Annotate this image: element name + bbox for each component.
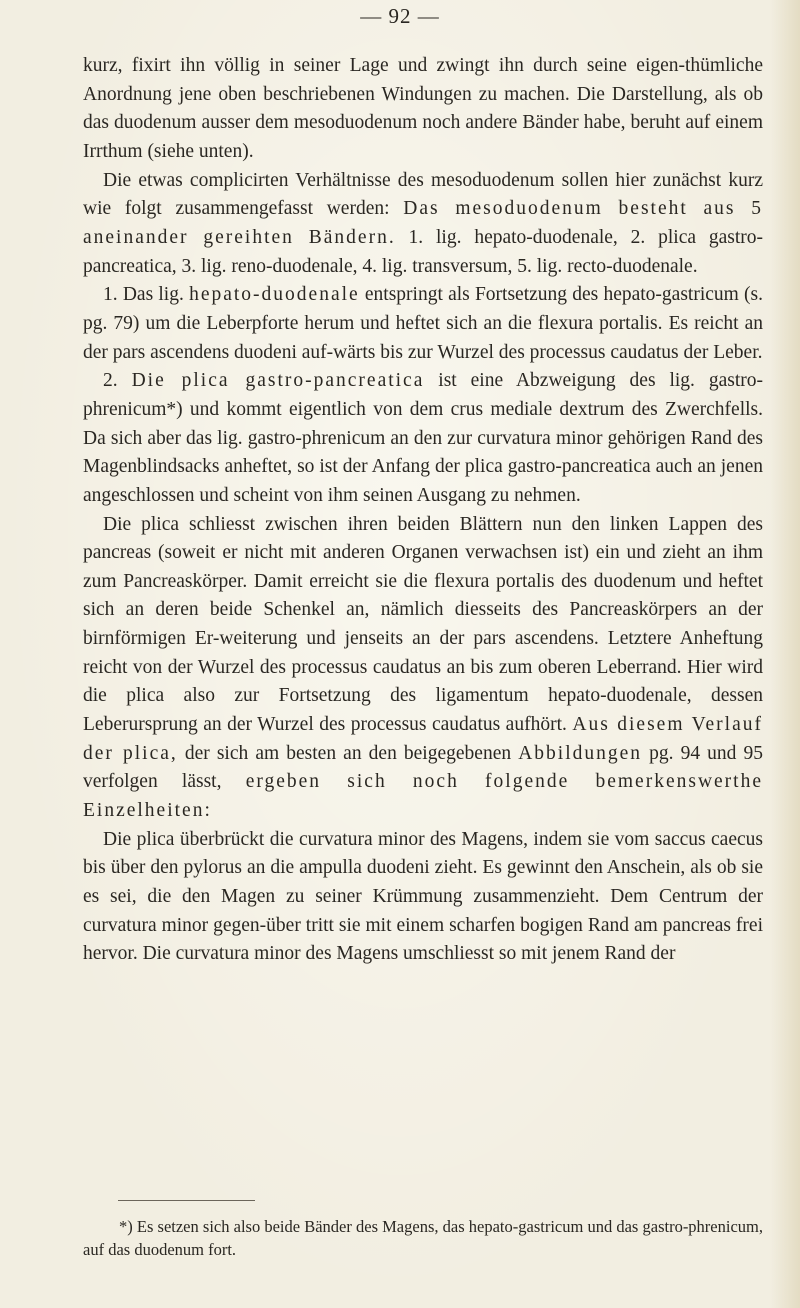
paragraph-text: Die plica überbrückt die curvatura minor des Magens, indem sie vom saccus caecus bis über den pylorus an die ampulla duodeni zieht. Es gewinnt den Anschein, als ob sie es sei, die den Magen zu seiner Krümmung zusammenzieht. Dem Centrum der curvatura minor gegen-über tritt sie mit einem scharfen bogigen Rand am pancreas frei hervor. Die curvatura minor des Magens umschliesst so mit jenem Rand der [83,828,763,965]
paragraph [83,511,763,826]
spaced-emphasis-text: ergeben sich noch folgende bemerkenswerthe Einzelheiten: [83,771,763,822]
paragraph-text: ist eine Abzweigung des lig. gastro-phrenicum*) und kommt eigentlich von dem crus mediale dextrum des Zwerchfells. Da sich aber das lig. gastro-phrenicum an den zur curvatura minor gehörigen Rand des Magenblindsacks anheftet, so ist der Anfang der plica gastro-pancreatica auch an jenen angeschlossen und scheint von ihm seinen Ausgang zu nehmen. [83,370,763,506]
spaced-emphasis-text: Aus diesem Verlauf der plica, [83,714,763,764]
paragraph [83,52,763,167]
paragraph-text: kurz, fixirt ihn völlig in seiner Lage und zwingt ihn durch seine eigen-thümliche Anordnung jene oben beschriebenen Windungen zu machen. Die Darstellung, als ob das duodenum ausser dem mesoduodenum noch andere Bänder habe, beruht auf einem Irrthum (siehe unten). [83,55,763,162]
spaced-emphasis-text: Abbildungen [518,742,643,764]
footnote: *) Es setzen sich also beide Bänder des Magens, das hepato-gastricum und das gastro-phrenicum, auf das duodenum fort. [83,1217,763,1259]
paragraph [83,281,763,367]
paragraph [83,367,763,510]
page-edge-shadow [770,0,800,1308]
page-number: — 92 — [360,4,440,28]
paragraph-text: Die plica schliesst zwischen ihren beiden Blättern nun den linken Lappen des pancreas (soweit er nicht mit anderen Organen verwachsen ist) ein und zieht an ihm zum Pancreaskörper. Damit erreicht sie die flexura portalis des duodenum und heftet sich an deren beide Schenkel an, nämlich diesseits des Pancreaskörpers an der birnförmigen Er-weiterung und jenseits an der pars ascendens. Letztere Anheftung reicht von der Wurzel des processus caudatus an bis zum oberen Leberrand. Hier wird die plica also zur Fortsetzung des ligamentum hepato-duodenale, dessen Leberursprung an der Wurzel des processus caudatus aufhört. [83,513,763,736]
paragraph-text: 2. [103,370,132,392]
paragraph [83,826,763,969]
paragraph-text: 1. lig. hepato-duodenale, 2. plica gastro-pancreatica, 3. lig. reno-duodenale, 4. lig. transversum, 5. lig. recto-duodenale. [83,226,763,277]
spaced-emphasis-text: Die plica gastro-pancreatica [131,370,425,392]
paragraph-text: entspringt als Fortsetzung des hepato-gastricum (s. pg. 79) um die Leberpforte herum und heftet sich an die flexura portalis. Es reicht an der pars ascendens duodeni auf-wärts bis zur Wurzel des processus caudatus der Leber. [83,284,763,363]
paragraph-text: der sich am besten an den beigegebenen [177,742,519,764]
footnote-divider [118,1200,255,1201]
spaced-emphasis-text: hepato-duodenale [189,284,360,306]
paragraph-text: Die etwas complicirten Verhältnisse des mesoduodenum sollen hier zunächst kurz wie folgt zusammengefasst werden: [83,169,763,220]
spaced-emphasis-text: Das mesoduodenum besteht aus 5 aneinander gereihten Bändern. [83,198,763,248]
paragraph-text: 1. Das lig. [103,284,190,306]
body-text [83,52,763,969]
paragraph [83,167,763,282]
paragraph-text: pg. 94 und 95 verfolgen lässt, [83,742,764,793]
